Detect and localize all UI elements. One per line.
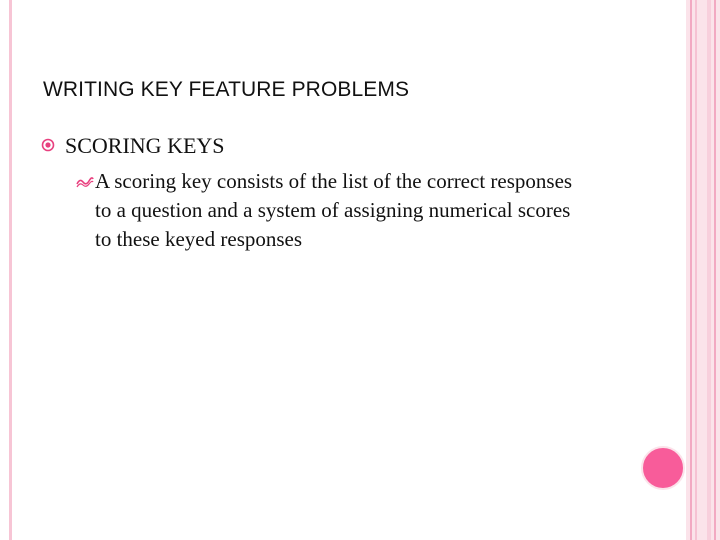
wave-bullet-icon (76, 175, 94, 187)
right-stripe (690, 0, 692, 540)
bullet-text: SCORING KEYS (65, 133, 225, 158)
sub-bullet-text: A scoring key consists of the list of the correct responses to a question and a system of assigning numerical scores to these keyed responses (95, 169, 573, 251)
slide-title: WRITING KEY FEATURE PROBLEMS (43, 78, 410, 101)
right-stripe (695, 0, 697, 540)
sun-bullet-icon (41, 138, 55, 152)
decorative-circle (641, 446, 685, 490)
left-border-rule (9, 0, 12, 540)
right-stripe (707, 0, 711, 540)
right-stripe (714, 0, 716, 540)
